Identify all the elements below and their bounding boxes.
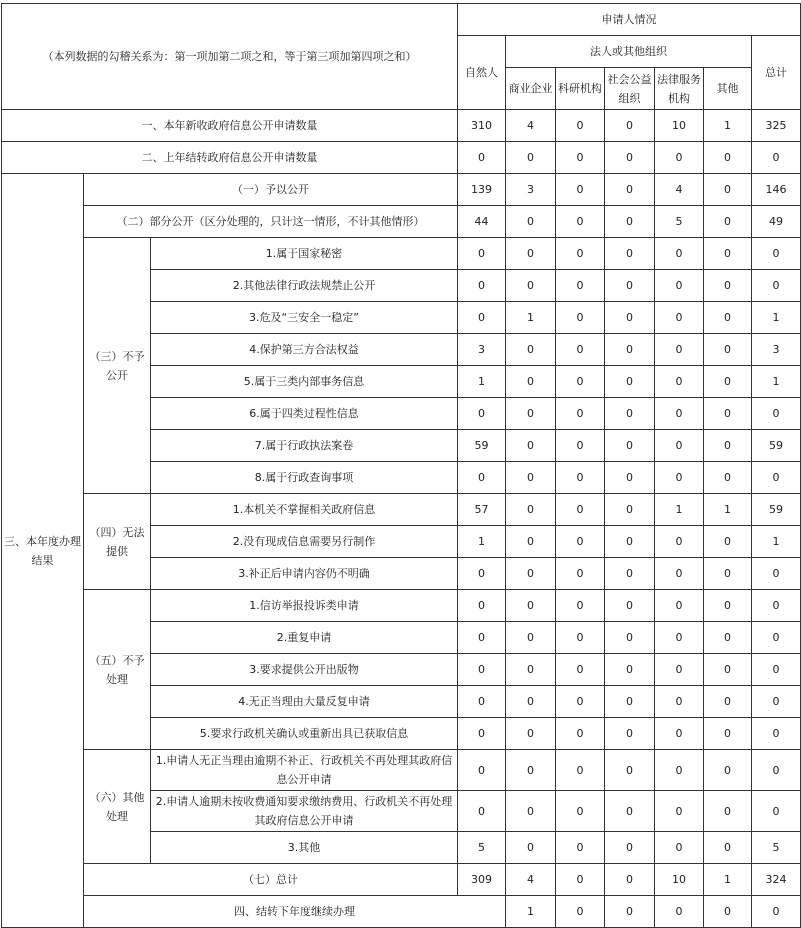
value-cell: 0: [605, 334, 655, 366]
value-cell: 0: [556, 526, 605, 558]
row-label: 6.属于四类过程性信息: [151, 398, 458, 430]
value-cell: 0: [752, 238, 801, 270]
value-cell: 1: [458, 366, 506, 398]
value-cell: 0: [752, 622, 801, 654]
value-cell: 0: [458, 750, 506, 791]
table-row: [2, 590, 801, 622]
value-cell: 0: [556, 430, 605, 462]
value-cell: 0: [605, 750, 655, 791]
value-cell: 49: [752, 206, 801, 238]
value-cell: 0: [704, 791, 752, 832]
value-cell: 0: [556, 832, 605, 864]
value-cell: 1: [704, 864, 752, 896]
value-cell: 0: [556, 654, 605, 686]
value-cell: 0: [655, 302, 704, 334]
value-cell: 0: [506, 494, 556, 526]
value-cell: 0: [655, 526, 704, 558]
value-cell: 0: [704, 174, 752, 206]
value-cell: 0: [655, 430, 704, 462]
value-cell: 0: [752, 896, 801, 928]
value-cell: 0: [605, 142, 655, 174]
table-row: [2, 174, 801, 206]
row-label: 3.要求提供公开出版物: [151, 654, 458, 686]
value-cell: 0: [704, 654, 752, 686]
value-cell: 1: [704, 494, 752, 526]
row-label: 5.要求行政机关确认或重新出具已获取信息: [151, 718, 458, 750]
row-label: 2.重复申请: [151, 622, 458, 654]
value-cell: 0: [605, 622, 655, 654]
value-cell: 0: [605, 110, 655, 142]
value-cell: 0: [655, 334, 704, 366]
row-label: 1.申请人无正当理由逾期不补正、行政机关不再处理其政府信息公开申请: [151, 750, 458, 791]
value-cell: 0: [556, 110, 605, 142]
value-cell: 0: [752, 686, 801, 718]
value-cell: 0: [556, 462, 605, 494]
value-cell: 0: [556, 302, 605, 334]
value-cell: 0: [605, 462, 655, 494]
value-cell: 0: [704, 526, 752, 558]
value-cell: 1: [704, 110, 752, 142]
value-cell: 1: [752, 302, 801, 334]
row-label: 3.危及“三安全一稳定”: [151, 302, 458, 334]
value-cell: 0: [556, 791, 605, 832]
value-cell: 0: [556, 142, 605, 174]
header-col-public-welfare: 社会公益组织: [605, 68, 655, 110]
value-cell: 0: [605, 896, 655, 928]
row-label: 5.属于三类内部事务信息: [151, 366, 458, 398]
value-cell: 0: [556, 750, 605, 791]
value-cell: 0: [704, 896, 752, 928]
value-cell: 0: [605, 302, 655, 334]
value-cell: 0: [506, 238, 556, 270]
row-label: 2.申请人逾期未按收费通知要求缴纳费用、行政机关不再处理其政府信息公开申请: [151, 791, 458, 832]
value-cell: 0: [458, 142, 506, 174]
value-cell: 0: [458, 302, 506, 334]
value-cell: 0: [704, 366, 752, 398]
value-cell: 4: [655, 174, 704, 206]
value-cell: 0: [506, 654, 556, 686]
value-cell: 4: [506, 864, 556, 896]
value-cell: 1: [655, 494, 704, 526]
value-cell: 0: [655, 832, 704, 864]
value-cell: 0: [752, 462, 801, 494]
row-label: 7.属于行政执法案卷: [151, 430, 458, 462]
value-cell: 0: [752, 142, 801, 174]
value-cell: 0: [458, 622, 506, 654]
value-cell: 0: [605, 864, 655, 896]
value-cell: 0: [556, 398, 605, 430]
value-cell: 0: [458, 654, 506, 686]
value-cell: 0: [704, 832, 752, 864]
value-cell: 0: [458, 398, 506, 430]
value-cell: 0: [655, 398, 704, 430]
value-cell: 0: [752, 270, 801, 302]
value-cell: 0: [556, 494, 605, 526]
value-cell: 309: [458, 864, 506, 896]
value-cell: 0: [458, 590, 506, 622]
table-row: [2, 142, 801, 174]
value-cell: 0: [605, 718, 655, 750]
value-cell: 0: [655, 462, 704, 494]
value-cell: 0: [458, 791, 506, 832]
value-cell: 0: [655, 558, 704, 590]
value-cell: 0: [605, 366, 655, 398]
header-col-legal-service: 法律服务机构: [655, 68, 704, 110]
header-col-other: 其他: [704, 68, 752, 110]
row-label: 8.属于行政查询事项: [151, 462, 458, 494]
value-cell: 0: [506, 718, 556, 750]
value-cell: 0: [506, 206, 556, 238]
value-cell: 0: [704, 718, 752, 750]
value-cell: 0: [704, 462, 752, 494]
row-label: 2.没有现成信息需要另行制作: [151, 526, 458, 558]
value-cell: 0: [605, 558, 655, 590]
value-cell: 0: [704, 558, 752, 590]
value-cell: 4: [506, 110, 556, 142]
value-cell: 0: [458, 238, 506, 270]
value-cell: 0: [506, 526, 556, 558]
header-col-business: 商业企业: [506, 68, 556, 110]
value-cell: 0: [655, 654, 704, 686]
header-applicant: 申请人情况: [458, 4, 801, 36]
value-cell: 0: [458, 686, 506, 718]
value-cell: 0: [605, 494, 655, 526]
value-cell: 0: [752, 398, 801, 430]
value-cell: 0: [655, 686, 704, 718]
value-cell: 0: [704, 142, 752, 174]
value-cell: 0: [605, 174, 655, 206]
value-cell: 0: [605, 270, 655, 302]
value-cell: 0: [556, 334, 605, 366]
value-cell: 0: [605, 206, 655, 238]
value-cell: 0: [506, 686, 556, 718]
value-cell: 0: [704, 302, 752, 334]
value-cell: 0: [752, 750, 801, 791]
value-cell: 1: [752, 366, 801, 398]
group-label: （四）无法提供: [84, 494, 151, 590]
header-note: （本列数据的勾稽关系为：第一项加第二项之和，等于第三项加第四项之和）: [2, 4, 458, 110]
value-cell: 0: [655, 238, 704, 270]
value-cell: 0: [605, 791, 655, 832]
value-cell: 0: [506, 590, 556, 622]
group-label: （五）不予处理: [84, 590, 151, 750]
value-cell: 0: [752, 558, 801, 590]
value-cell: 0: [704, 430, 752, 462]
value-cell: 0: [605, 398, 655, 430]
value-cell: 0: [458, 270, 506, 302]
row-label: 1.本机关不掌握相关政府信息: [151, 494, 458, 526]
table-row: [2, 864, 801, 896]
value-cell: 0: [605, 526, 655, 558]
value-cell: 139: [458, 174, 506, 206]
value-cell: 0: [655, 896, 704, 928]
value-cell: 0: [704, 590, 752, 622]
value-cell: 0: [556, 622, 605, 654]
value-cell: 0: [655, 270, 704, 302]
group-label: （六）其他处理: [84, 750, 151, 864]
value-cell: 310: [458, 110, 506, 142]
value-cell: 57: [458, 494, 506, 526]
value-cell: 0: [506, 398, 556, 430]
row-label: 3.补正后申请内容仍不明确: [151, 558, 458, 590]
value-cell: 5: [655, 206, 704, 238]
value-cell: 0: [655, 142, 704, 174]
row-label: 2.其他法律行政法规禁止公开: [151, 270, 458, 302]
table-row: [2, 750, 801, 791]
value-cell: 0: [506, 430, 556, 462]
value-cell: 10: [655, 110, 704, 142]
value-cell: 0: [655, 750, 704, 791]
value-cell: 0: [556, 366, 605, 398]
table-row: [2, 896, 801, 928]
value-cell: 1: [506, 302, 556, 334]
value-cell: 0: [506, 791, 556, 832]
row-label: 3.其他: [151, 832, 458, 864]
value-cell: 0: [458, 462, 506, 494]
value-cell: 0: [506, 366, 556, 398]
row-label: 四、结转下年度继续办理: [84, 896, 506, 928]
value-cell: 0: [752, 590, 801, 622]
header-total: 总计: [752, 36, 801, 110]
table-row: [2, 110, 801, 142]
value-cell: 59: [752, 430, 801, 462]
value-cell: 0: [704, 270, 752, 302]
value-cell: 0: [704, 750, 752, 791]
value-cell: 59: [458, 430, 506, 462]
row-label: （二）部分公开（区分处理的，只计这一情形，不计其他情形）: [84, 206, 458, 238]
value-cell: 0: [605, 832, 655, 864]
value-cell: 1: [752, 526, 801, 558]
government-info-disclosure-table: [1, 3, 801, 928]
value-cell: 0: [506, 622, 556, 654]
value-cell: 5: [458, 832, 506, 864]
header-natural-person: 自然人: [458, 36, 506, 110]
value-cell: 0: [556, 558, 605, 590]
value-cell: 0: [556, 864, 605, 896]
row-label: 4.无正当理由大量反复申请: [151, 686, 458, 718]
value-cell: 0: [506, 462, 556, 494]
value-cell: 325: [752, 110, 801, 142]
value-cell: 59: [752, 494, 801, 526]
value-cell: 3: [458, 334, 506, 366]
value-cell: 0: [655, 366, 704, 398]
value-cell: 0: [506, 334, 556, 366]
value-cell: 0: [704, 238, 752, 270]
value-cell: 0: [655, 622, 704, 654]
value-cell: 324: [752, 864, 801, 896]
value-cell: 0: [655, 791, 704, 832]
row-label: （七）总计: [84, 864, 458, 896]
value-cell: 0: [506, 750, 556, 791]
table-row: [2, 238, 801, 270]
value-cell: 0: [556, 590, 605, 622]
value-cell: 0: [605, 686, 655, 718]
value-cell: 0: [556, 270, 605, 302]
value-cell: 0: [704, 334, 752, 366]
row-label: （一）予以公开: [84, 174, 458, 206]
value-cell: 0: [506, 832, 556, 864]
row-label: 二、上年结转政府信息公开申请数量: [2, 142, 458, 174]
value-cell: 0: [556, 238, 605, 270]
value-cell: 0: [605, 590, 655, 622]
value-cell: 0: [458, 558, 506, 590]
value-cell: 0: [655, 718, 704, 750]
value-cell: 0: [556, 896, 605, 928]
section-3-label: 三、本年度办理结果: [2, 174, 84, 928]
value-cell: 0: [752, 791, 801, 832]
value-cell: 0: [704, 398, 752, 430]
value-cell: 0: [704, 206, 752, 238]
value-cell: 0: [605, 654, 655, 686]
value-cell: 0: [752, 654, 801, 686]
row-label: 4.保护第三方合法权益: [151, 334, 458, 366]
header-legal-group: 法人或其他组织: [506, 36, 752, 68]
table-row: [2, 494, 801, 526]
value-cell: 44: [458, 206, 506, 238]
value-cell: 1: [458, 526, 506, 558]
value-cell: 1: [506, 896, 556, 928]
value-cell: 0: [556, 206, 605, 238]
value-cell: 0: [655, 590, 704, 622]
group-label: （三）不予公开: [84, 238, 151, 494]
value-cell: 5: [752, 832, 801, 864]
value-cell: 0: [752, 718, 801, 750]
row-label: 一、本年新收政府信息公开申请数量: [2, 110, 458, 142]
row-label: 1.信访举报投诉类申请: [151, 590, 458, 622]
value-cell: 0: [704, 622, 752, 654]
header-col-research: 科研机构: [556, 68, 605, 110]
value-cell: 0: [605, 430, 655, 462]
value-cell: 0: [506, 270, 556, 302]
value-cell: 3: [506, 174, 556, 206]
value-cell: 0: [506, 142, 556, 174]
value-cell: 0: [556, 686, 605, 718]
value-cell: 0: [605, 238, 655, 270]
value-cell: 3: [752, 334, 801, 366]
value-cell: 0: [556, 174, 605, 206]
value-cell: 0: [556, 718, 605, 750]
value-cell: 146: [752, 174, 801, 206]
value-cell: 0: [506, 558, 556, 590]
table-row: [2, 206, 801, 238]
row-label: 1.属于国家秘密: [151, 238, 458, 270]
value-cell: 10: [655, 864, 704, 896]
value-cell: 0: [704, 686, 752, 718]
value-cell: 0: [458, 718, 506, 750]
